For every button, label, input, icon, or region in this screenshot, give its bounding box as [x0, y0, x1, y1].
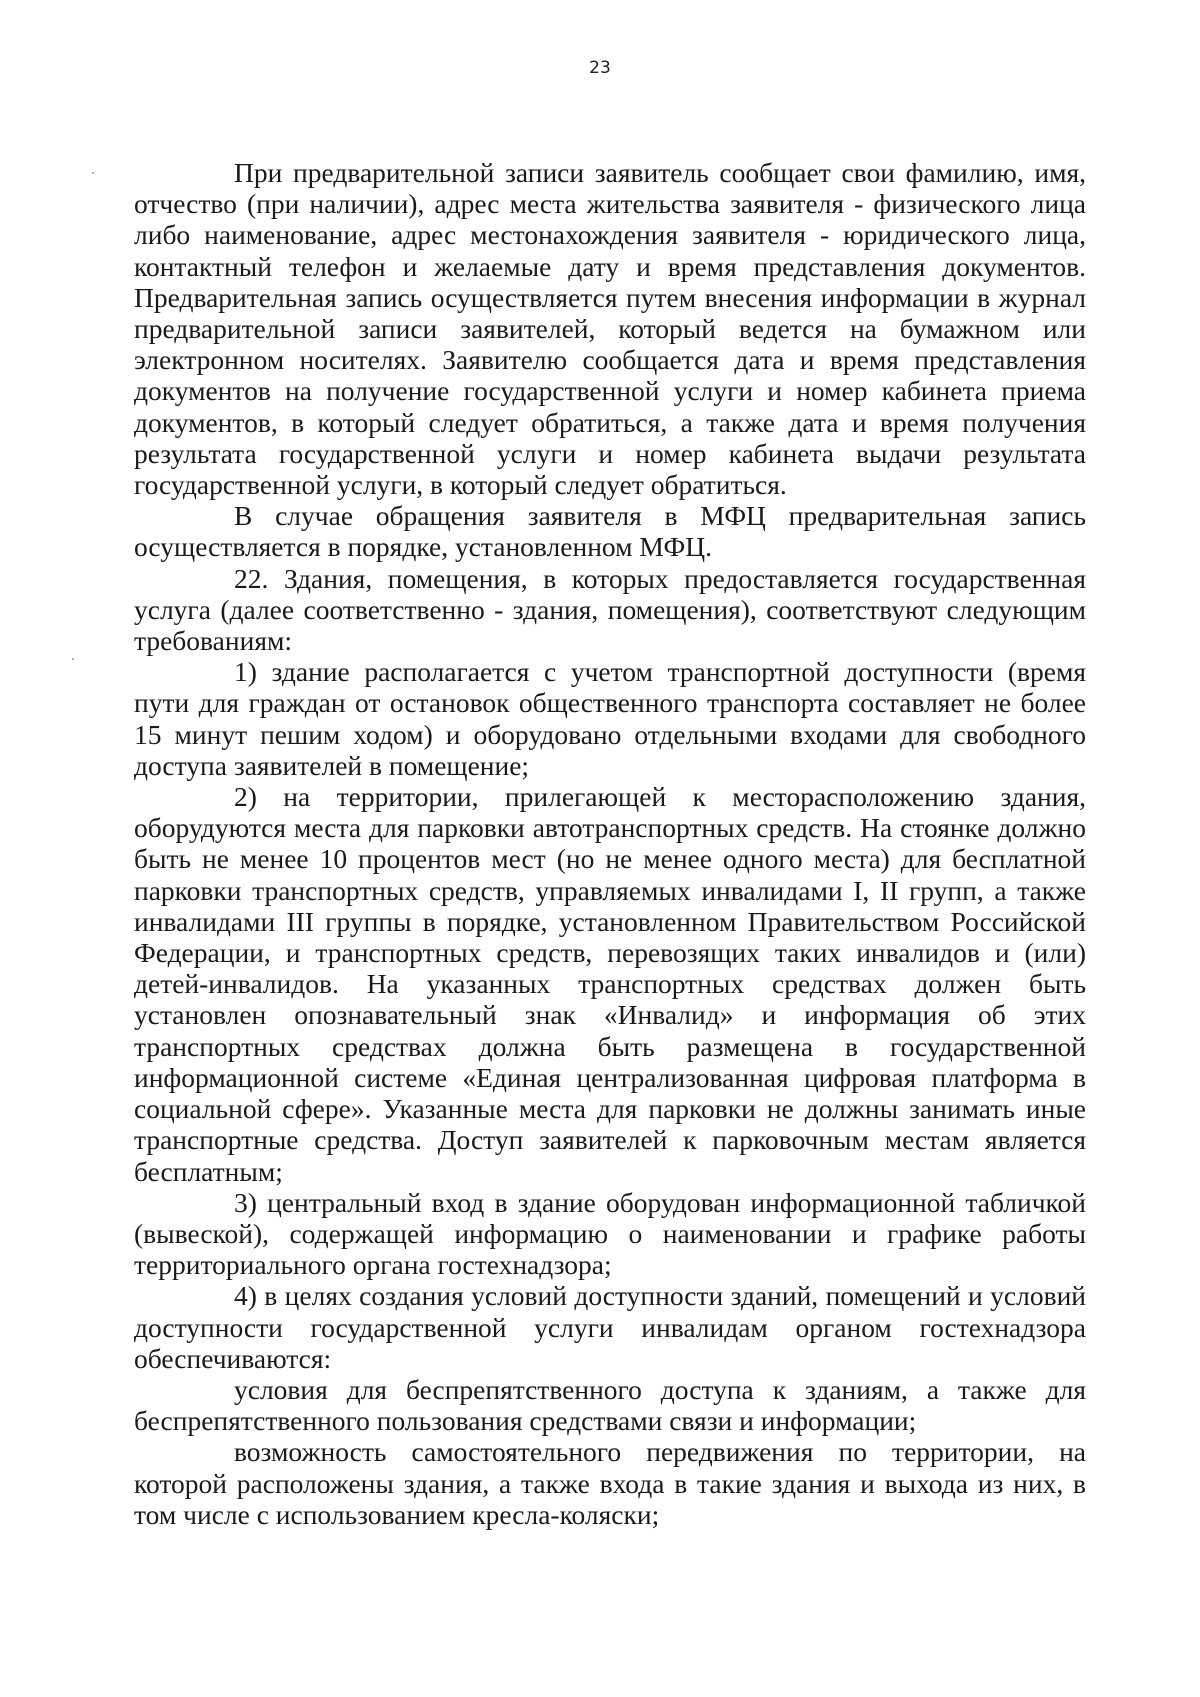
document-body	[134, 157, 1086, 1530]
paragraph-item-22: 22. Здания, помещения, в которых предоставляется государственная услуга (далее соответственно - здания, помещения), соответствуют следующим требованиям:	[134, 562, 1086, 657]
scan-speck	[72, 658, 74, 660]
paragraph-independent-movement: возможность самостоятельного передвижения по территории, на которой расположены здания, а также входа в такие здания и выхода из них, в том числе с использованием кресла-коляски;	[134, 1436, 1086, 1530]
page-number: 23	[589, 58, 611, 78]
paragraph-subitem-2: 2) на территории, прилегающей к месторасположению здания, оборудуются места для парковки автотранспортных средств. На стоянке должно быть не менее 10 процентов мест (но не менее одного места) для бесплатной парковки транспортных средств, управляемых инвалидами I, II групп, а также инвалидами III группы в порядке, установленном Правительством Российской Федерации, и транспортных средств, перевозящих таких инвалидов и (или) детей-инвалидов. На указанных транспортных средствах должен быть установлен опознавательный знак «Инвалид» и информация об этих транспортных средствах должна быть размещена в государственной информационной системе «Единая централизованная цифровая платформа в социальной сфере». Указанные места для парковки не должны занимать иные транспортные средства. Доступ заявителей к парковочным местам является бесплатным;	[134, 781, 1086, 1187]
paragraph-mfc-registration: В случае обращения заявителя в МФЦ предварительная запись осуществляется в порядке, установленном МФЦ.	[134, 500, 1086, 563]
paragraph-subitem-1: 1) здание располагается с учетом транспортной доступности (время пути для граждан от остановок общественного транспорта составляет не более 15 минут пешим ходом) и оборудовано отдельными входами для свободного доступа заявителей в помещение;	[134, 656, 1086, 781]
scan-speck	[92, 172, 94, 174]
paragraph-subitem-3: 3) центральный вход в здание оборудован информационной табличкой (вывеской), содержащей информацию о наименовании и графике работы территориального органа гостехнадзора;	[134, 1186, 1086, 1281]
paragraph-barrier-free-access: условия для беспрепятственного доступа к зданиям, а также для беспрепятственного пользования средствами связи и информации;	[134, 1373, 1086, 1437]
paragraph-pre-registration: При предварительной записи заявитель сообщает свои фамилию, имя, отчество (при наличии), адрес места жительства заявителя - физического лица либо наименование, адрес местонахождения заявителя - юридического лица, контактный телефон и желаемые дату и время представления документов. Предварительная запись осуществляется путем внесения информации в журнал предварительной записи заявителей, который ведется на бумажном или электронном носителях. Заявителю сообщается дата и время представления документов на получение государственной услуги и номер кабинета приема документов, в который следует обратиться, а также дата и время получения результата государственной услуги и номер кабинета выдачи результата государственной услуги, в который следует обратиться.	[134, 157, 1086, 501]
paragraph-subitem-4: 4) в целях создания условий доступности зданий, помещений и условий доступности государственной услуги инвалидам органом гостехнадзора обеспечиваются:	[134, 1280, 1086, 1374]
